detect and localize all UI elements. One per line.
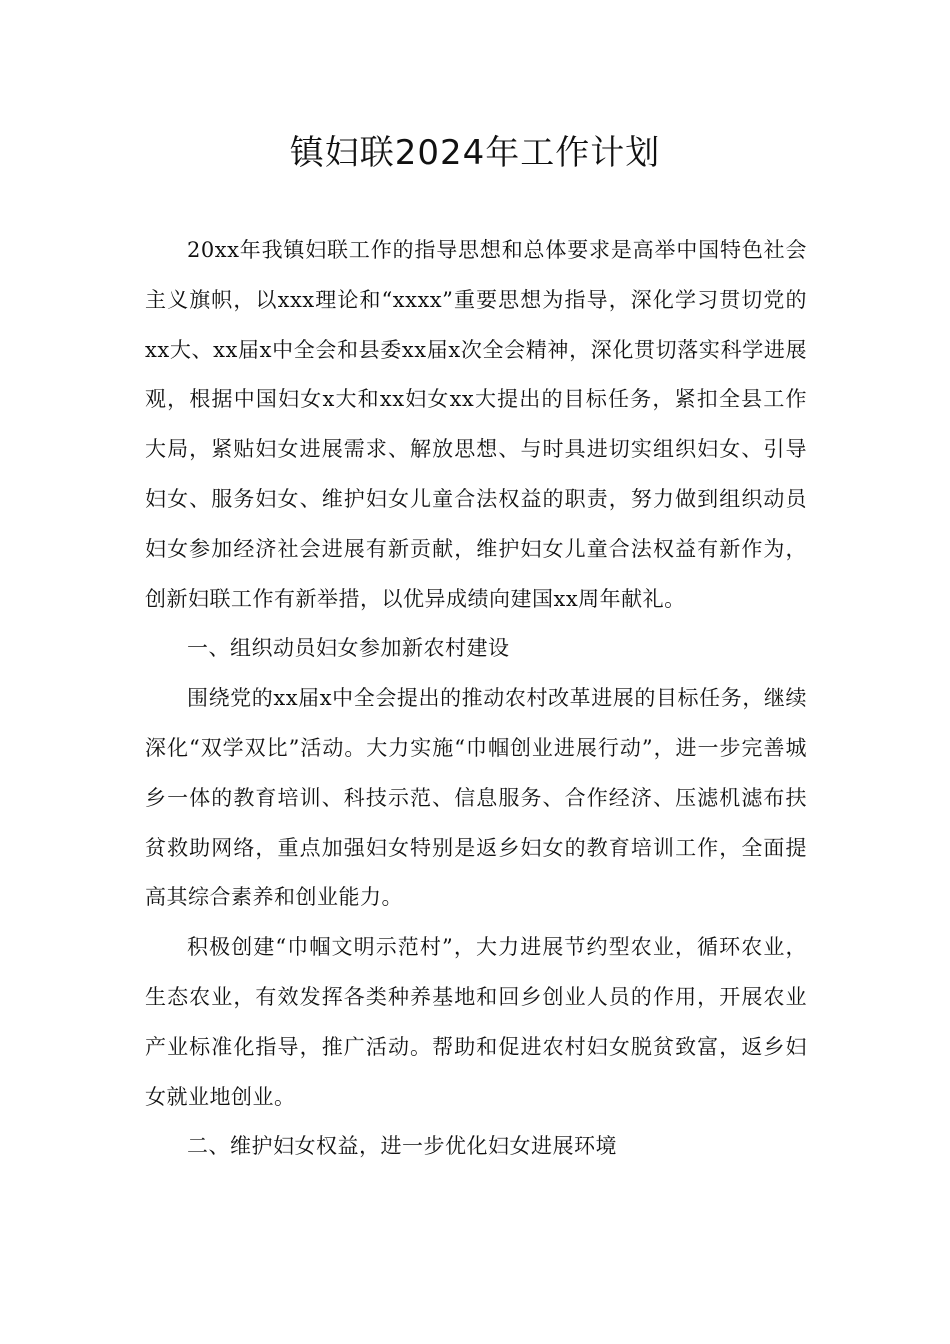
document-title: 镇妇联2024年工作计划 [289, 133, 661, 173]
section-heading-1: 一、组织动员妇女参加新农村建设 [187, 636, 510, 661]
document-body [145, 226, 807, 1172]
paragraph-rural-reform: 围绕党的xx届x中全会提出的推动农村改革进展的目标任务，继续深化“双学双比”活动。大力实施“巾帼创业进展行动”，进一步完善城乡一体的教育培训、科技示范、信息服务、合作经济、压滤机滤布扶贫救助网络，重点加强妇女特别是返乡妇女的教育培训工作，全面提高其综合素养和创业能力。 [145, 686, 807, 910]
paragraph-guiding-ideology: 20xx年我镇妇联工作的指导思想和总体要求是高举中国特色社会主义旗帜，以xxx理论和“xxxx”重要思想为指导，深化学习贯切党的xx大、xx届x中全会和县委xx届x次全会精神，深化贯切落实科学进展观，根据中国妇女x大和xx妇女xx大提出的目标任务，紧扣全县工作大局，紧贴妇女进展需求、解放思想、与时具进切实组织妇女、引导妇女、服务妇女、维护妇女儿童合法权益的职责，努力做到组织动员妇女参加经济社会进展有新贡献，维护妇女儿童合法权益有新作为，创新妇联工作有新举措，以优异成绩向建国xx周年献礼。 [145, 238, 807, 611]
paragraph-model-village: 积极创建“巾帼文明示范村”，大力进展节约型农业，循环农业，生态农业，有效发挥各类种养基地和回乡创业人员的作用，开展农业产业标准化指导，推广活动。帮助和促进农村妇女脱贫致富，返乡妇女就业地创业。 [145, 935, 807, 1109]
section-heading-2: 二、维护妇女权益，进一步优化妇女进展环境 [187, 1134, 617, 1159]
